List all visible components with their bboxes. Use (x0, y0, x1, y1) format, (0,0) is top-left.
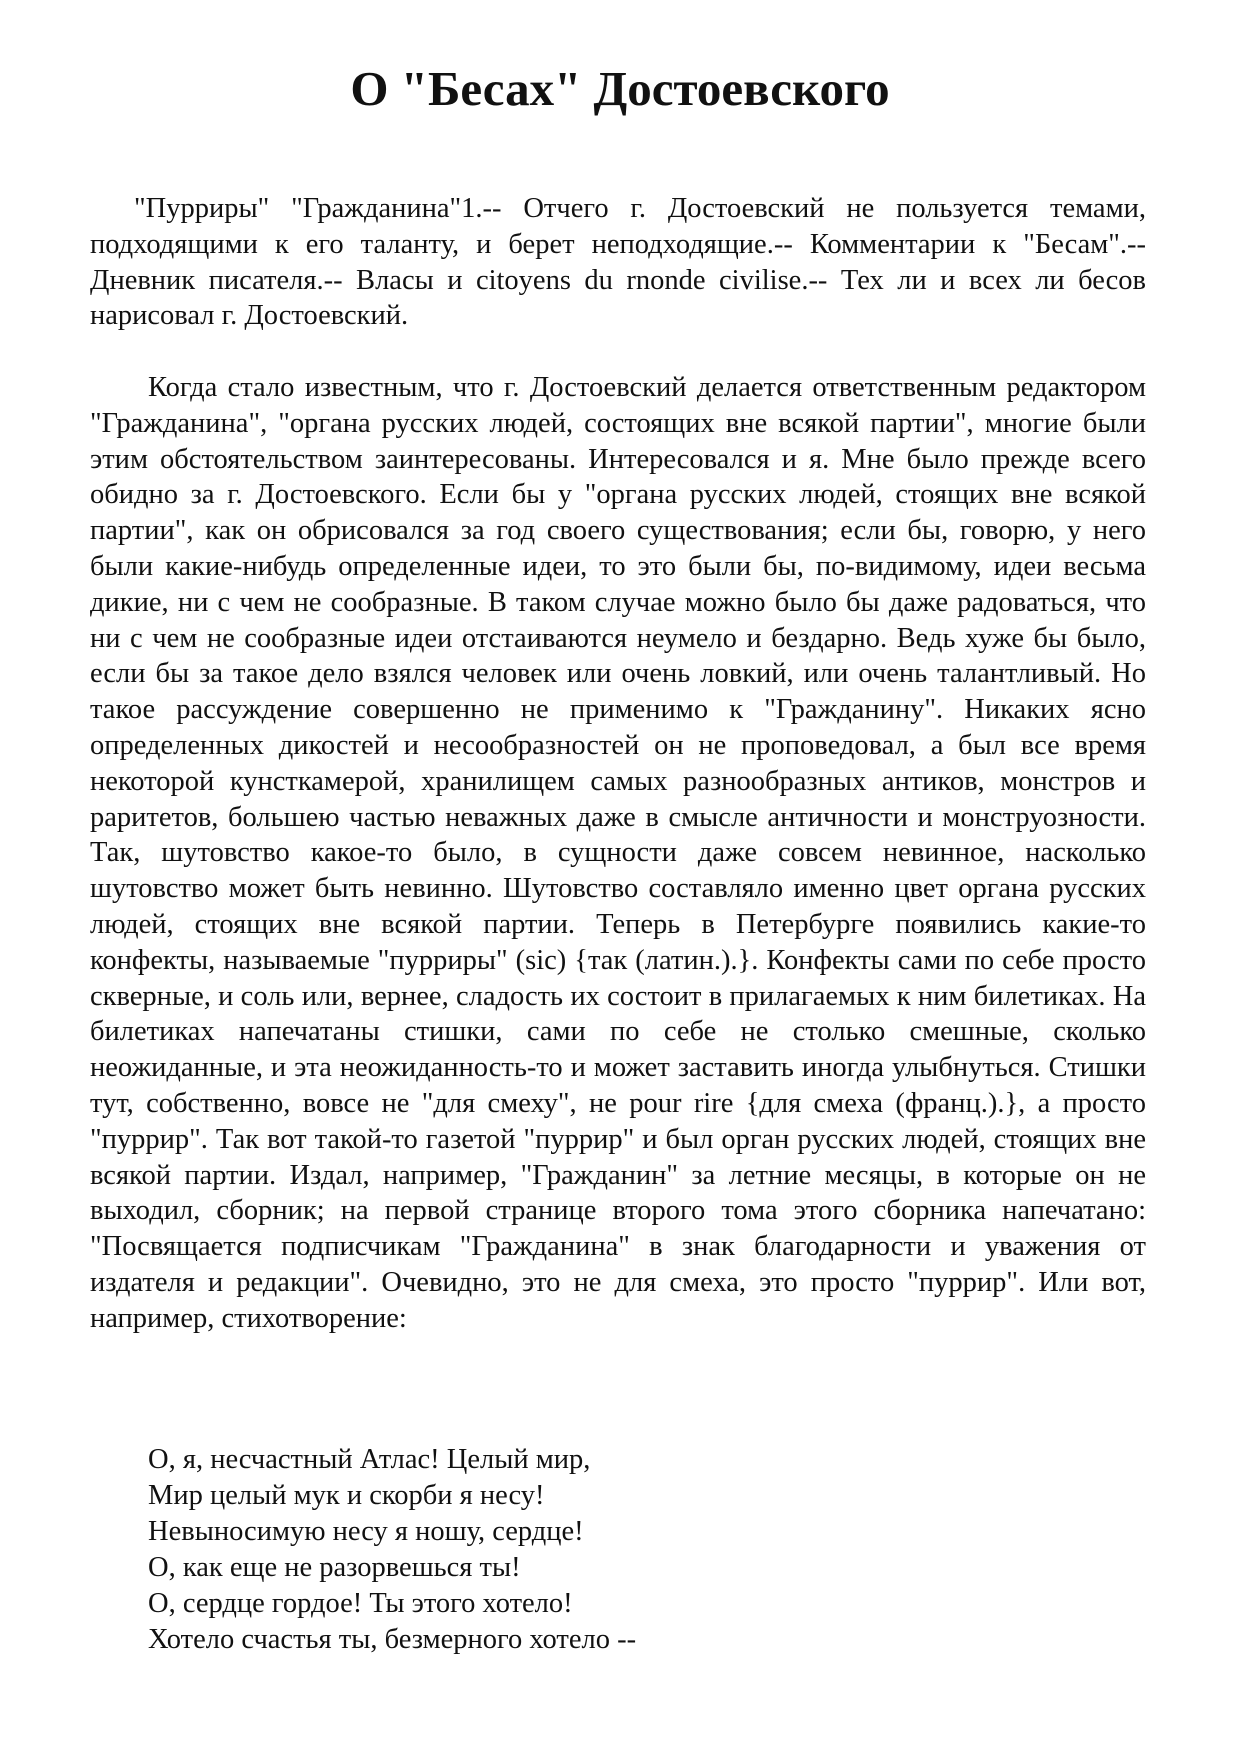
poem-line: Хотело счастья ты, безмерного хотело -- (148, 1624, 637, 1655)
poem-line: О, я, несчастный Атлас! Целый мир, (148, 1444, 591, 1475)
poem-line: О, как еще не разорвешься ты! (148, 1552, 521, 1583)
document-title: О "Бесах" Достоевского (350, 61, 890, 116)
lead-paragraph: "Пурриры" "Гражданина"1.-- Отчего г. Достоевский не пользуется темами, подходящими к его таланту, и берет неподходящие.-- Комментарии к "Бесам".-- Дневник писателя.-- Власы и citoyens du rnonde civilise.-- Тех ли и всех ли бесов нарисовал г. Достоевский. (90, 193, 1146, 332)
main-paragraph: Когда стало известным, что г. Достоевский делается ответственным редактором "Гражданина", "органа русских людей, состоящих вне всякой партии", многие были этим обстоятельством заинтересованы. Интересовался и я. Мне было прежде всего обидно за г. Достоевского. Если бы у "органа русских людей, стоящих вне всякой партии", как он обрисовался за год своего существования; если бы, говорю, у него были какие-нибудь определенные идеи, то это были бы, по-видимому, идеи весьма дикие, ни с чем не сообразные. В таком случае можно было бы даже радоваться, что ни с чем не сообразные идеи отстаиваются неумело и бездарно. Ведь хуже бы было, если бы за такое дело взялся человек или очень ловкий, или очень талантливый. Но такое рассуждение совершенно не применимо к "Гражданину". Никаких ясно определенных дикостей и несообразностей он не проповедовал, а был все время некоторой кунсткамерой, хранилищем самых разнообразных антиков, монстров и раритетов, большею частью неважных даже в смысле античности и монструозности. Так, шутовство какое-то было, в сущности даже совсем невинное, насколько шутовство может быть невинно. Шутовство составляло именно цвет органа русских людей, стоящих вне всякой партии. Теперь в Петербурге появились какие-то конфекты, называемые "пурриры" (sic) {так (латин.).}. Конфекты сами по себе просто скверные, и соль или, вернее, сладость их состоит в прилагаемых к ним билетиках. На билетиках напечатаны стишки, сами по себе не столько смешные, сколько неожиданные, и эта неожиданность-то и может заставить иногда улыбнуться. Стишки тут, собственно, вовсе не "для смеху", не pour rire {для смеха (франц.).}, а просто "пуррир". Так вот такой-то газетой "пуррир" и был орган русских людей, стоящих вне всякой партии. Издал, например, "Гражданин" за летние месяцы, в которые он не выходил, сборник; на первой странице второго тома этого сборника напечатано: "Посвящается подписчикам "Гражданина" в знак благодарности и уважения от издателя и редакции". Очевидно, это не для смеха, это просто "пуррир". Или вот, например, стихотворение: (90, 372, 1146, 1334)
poem-line: Невыносимую несу я ношу, сердце! (148, 1516, 584, 1547)
poem-line: Мир целый мук и скорби я несу! (148, 1480, 545, 1511)
poem-block (148, 1442, 1048, 1658)
poem-line: О, сердце гордое! Ты этого хотело! (148, 1588, 573, 1619)
